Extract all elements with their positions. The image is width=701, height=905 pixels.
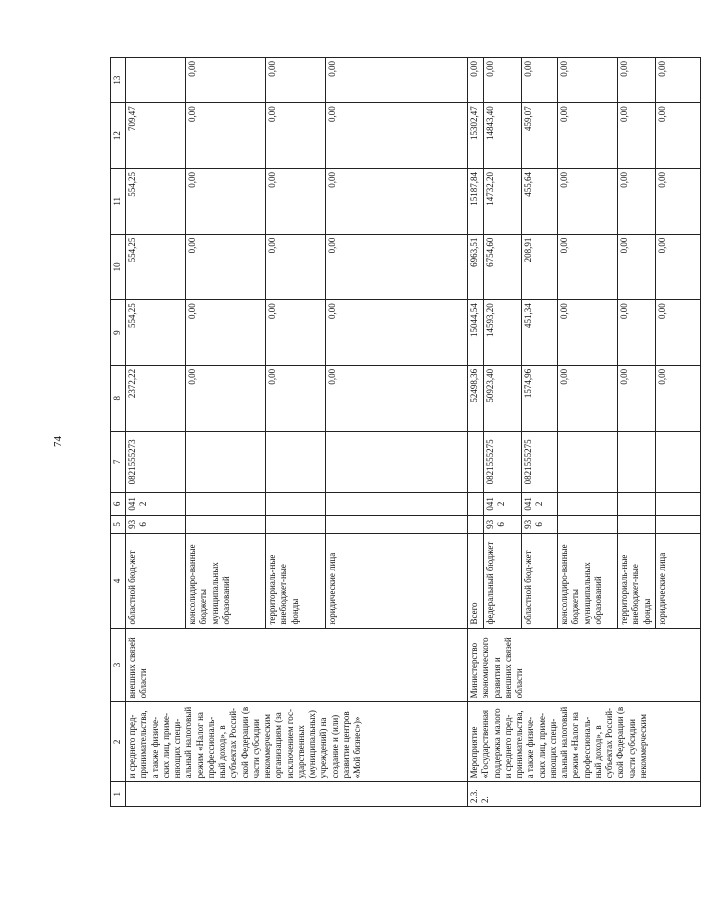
grbs-code-cell xyxy=(326,515,468,533)
amount-cell: 0,00 xyxy=(266,168,326,234)
target-article-cell xyxy=(186,431,266,493)
budget-table xyxy=(110,57,701,807)
amount-cell: 0,00 xyxy=(186,300,266,366)
amount-cell: 0,00 xyxy=(326,168,468,234)
target-article-cell: 0821555275 xyxy=(484,431,522,493)
amount-cell: 1574,96 xyxy=(522,365,558,431)
grbs-code-cell: 936 xyxy=(522,515,558,533)
page-number: 74 xyxy=(52,436,64,447)
section-code-cell xyxy=(656,493,701,516)
grbs-code-cell: 936 xyxy=(126,515,186,533)
amount-cell: 208,91 xyxy=(522,234,558,300)
target-article-cell xyxy=(266,431,326,493)
funding-source-cell: консолидиро-ванные бюджеты муниципальных образований xyxy=(558,534,618,628)
grbs-code-cell xyxy=(558,515,618,533)
amount-cell: 15187,84 xyxy=(468,168,484,234)
amount-cell: 15044,54 xyxy=(468,300,484,366)
funding-source-cell: федеральный бюджет xyxy=(484,534,522,628)
header-cell: 9 xyxy=(111,300,126,366)
grbs-code-cell xyxy=(468,515,484,533)
amount-cell: 0,00 xyxy=(266,58,326,103)
table-row xyxy=(126,58,186,807)
section-code-cell xyxy=(186,493,266,516)
header-cell: 2 xyxy=(111,702,126,782)
amount-cell: 0,00 xyxy=(656,103,701,169)
amount-cell: 0,00 xyxy=(656,300,701,366)
funding-source-cell: юридические лица xyxy=(656,534,701,628)
amount-cell: 15302,47 xyxy=(468,103,484,169)
amount-cell: 0,00 xyxy=(558,365,618,431)
header-cell: 11 xyxy=(111,168,126,234)
amount-cell: 0,00 xyxy=(266,234,326,300)
section-code-cell xyxy=(558,493,618,516)
amount-cell: 0,00 xyxy=(558,103,618,169)
header-cell: 4 xyxy=(111,534,126,628)
target-article-cell: 0821555273 xyxy=(126,431,186,493)
amount-cell: 0,00 xyxy=(326,234,468,300)
amount-cell: 554,25 xyxy=(126,168,186,234)
amount-cell: 0,00 xyxy=(618,365,656,431)
section-code-cell xyxy=(618,493,656,516)
amount-cell: 0,00 xyxy=(618,168,656,234)
amount-cell: 0,00 xyxy=(266,300,326,366)
target-article-cell xyxy=(618,431,656,493)
target-article-cell xyxy=(326,431,468,493)
amount-cell: 6754,60 xyxy=(484,234,522,300)
amount-cell: 14593,20 xyxy=(484,300,522,366)
amount-cell: 0,00 xyxy=(656,365,701,431)
header-cell: 5 xyxy=(111,515,126,533)
funding-source-cell: Всего xyxy=(468,534,484,628)
section-code-cell: 0412 xyxy=(484,493,522,516)
amount-cell: 0,00 xyxy=(618,58,656,103)
amount-cell: 0,00 xyxy=(558,234,618,300)
target-article-cell xyxy=(468,431,484,493)
funding-source-cell: юридические лица xyxy=(326,534,468,628)
amount-cell: 455,64 xyxy=(522,168,558,234)
amount-cell: 709,47 xyxy=(126,103,186,169)
funding-source-cell: областной бюд-жет xyxy=(522,534,558,628)
amount-cell: 0,00 xyxy=(558,168,618,234)
amount-cell: 0,00 xyxy=(618,300,656,366)
amount-cell: 0,00 xyxy=(656,58,701,103)
table-row xyxy=(468,58,484,807)
amount-cell: 0,00 xyxy=(186,58,266,103)
funding-source-cell: территориаль-ные внебюджет-ные фонды xyxy=(618,534,656,628)
executor-cell: внешних связей области xyxy=(126,628,468,702)
funding-source-cell: областной бюд-жет xyxy=(126,534,186,628)
item-number-cell xyxy=(126,782,468,807)
target-article-cell xyxy=(558,431,618,493)
target-article-cell xyxy=(656,431,701,493)
grbs-code-cell xyxy=(618,515,656,533)
section-code-cell xyxy=(326,493,468,516)
amount-cell: 0,00 xyxy=(186,365,266,431)
amount-cell: 0,00 xyxy=(558,58,618,103)
amount-cell: 0,00 xyxy=(326,300,468,366)
amount-cell: 0,00 xyxy=(186,234,266,300)
item-description-cell: и среднего пред-принимательства, а также физиче-ских лиц, приме-няющих специ-альный налоговый режим «Налог на профессиональ-ный доход», в субъектах Россий-ской Федерации (в части субсидии некоммерческим организациям (за исключением гос-ударственных (муниципальных) учреждений) на создание и (или) развитие центров «Мой бизнес»)» xyxy=(126,702,468,782)
amount-cell: 0,00 xyxy=(326,365,468,431)
grbs-code-cell: 936 xyxy=(484,515,522,533)
amount-cell: 0,00 xyxy=(468,58,484,103)
amount-cell: 0,00 xyxy=(326,58,468,103)
executor-cell: Министерство экономического развития и внешних связей области xyxy=(468,628,701,702)
amount-cell: 0,00 xyxy=(618,103,656,169)
amount-cell: 0,00 xyxy=(266,365,326,431)
section-code-cell: 0412 xyxy=(126,493,186,516)
amount-cell: 0,00 xyxy=(656,234,701,300)
item-description-cell: Мероприятие «Государственная поддержка малого и среднего пред-принимательства, а также физиче-ских лиц, приме-няющих специ-альный налоговый режим «Налог на профессиональ-ный доход», в субъектах Россий-ской Федерации (в части субсидии некоммерческим xyxy=(468,702,701,782)
amount-cell: 2372,22 xyxy=(126,365,186,431)
header-cell: 13 xyxy=(111,58,126,103)
amount-cell: 0,00 xyxy=(326,103,468,169)
item-number-cell: 2.3.2. xyxy=(468,782,701,807)
header-cell: 3 xyxy=(111,628,126,702)
amount-cell: 0,00 xyxy=(522,58,558,103)
amount-cell: 50923,40 xyxy=(484,365,522,431)
amount-cell: 0,00 xyxy=(186,103,266,169)
header-cell: 10 xyxy=(111,234,126,300)
amount-cell: 0,00 xyxy=(618,234,656,300)
amount-cell: 14843,40 xyxy=(484,103,522,169)
header-cell: 12 xyxy=(111,103,126,169)
grbs-code-cell xyxy=(266,515,326,533)
amount-cell xyxy=(126,58,186,103)
header-cell: 7 xyxy=(111,431,126,493)
header-cell: 6 xyxy=(111,493,126,516)
section-code-cell xyxy=(468,493,484,516)
grbs-code-cell xyxy=(186,515,266,533)
amount-cell: 0,00 xyxy=(266,103,326,169)
amount-cell: 0,00 xyxy=(656,168,701,234)
amount-cell: 554,25 xyxy=(126,234,186,300)
amount-cell: 0,00 xyxy=(484,58,522,103)
amount-cell: 6963,51 xyxy=(468,234,484,300)
section-code-cell xyxy=(266,493,326,516)
header-cell: 8 xyxy=(111,365,126,431)
amount-cell: 451,34 xyxy=(522,300,558,366)
grbs-code-cell xyxy=(656,515,701,533)
section-code-cell: 0412 xyxy=(522,493,558,516)
header-cell: 1 xyxy=(111,782,126,807)
amount-cell: 0,00 xyxy=(558,300,618,366)
amount-cell: 459,07 xyxy=(522,103,558,169)
funding-source-cell: консолидиро-ванные бюджеты муниципальных образований xyxy=(186,534,266,628)
amount-cell: 52498,36 xyxy=(468,365,484,431)
amount-cell: 554,25 xyxy=(126,300,186,366)
funding-source-cell: территориаль-ные внебюджет-ные фонды xyxy=(266,534,326,628)
amount-cell: 14732,20 xyxy=(484,168,522,234)
header-row xyxy=(111,58,126,807)
target-article-cell: 0821555275 xyxy=(522,431,558,493)
amount-cell: 0,00 xyxy=(186,168,266,234)
